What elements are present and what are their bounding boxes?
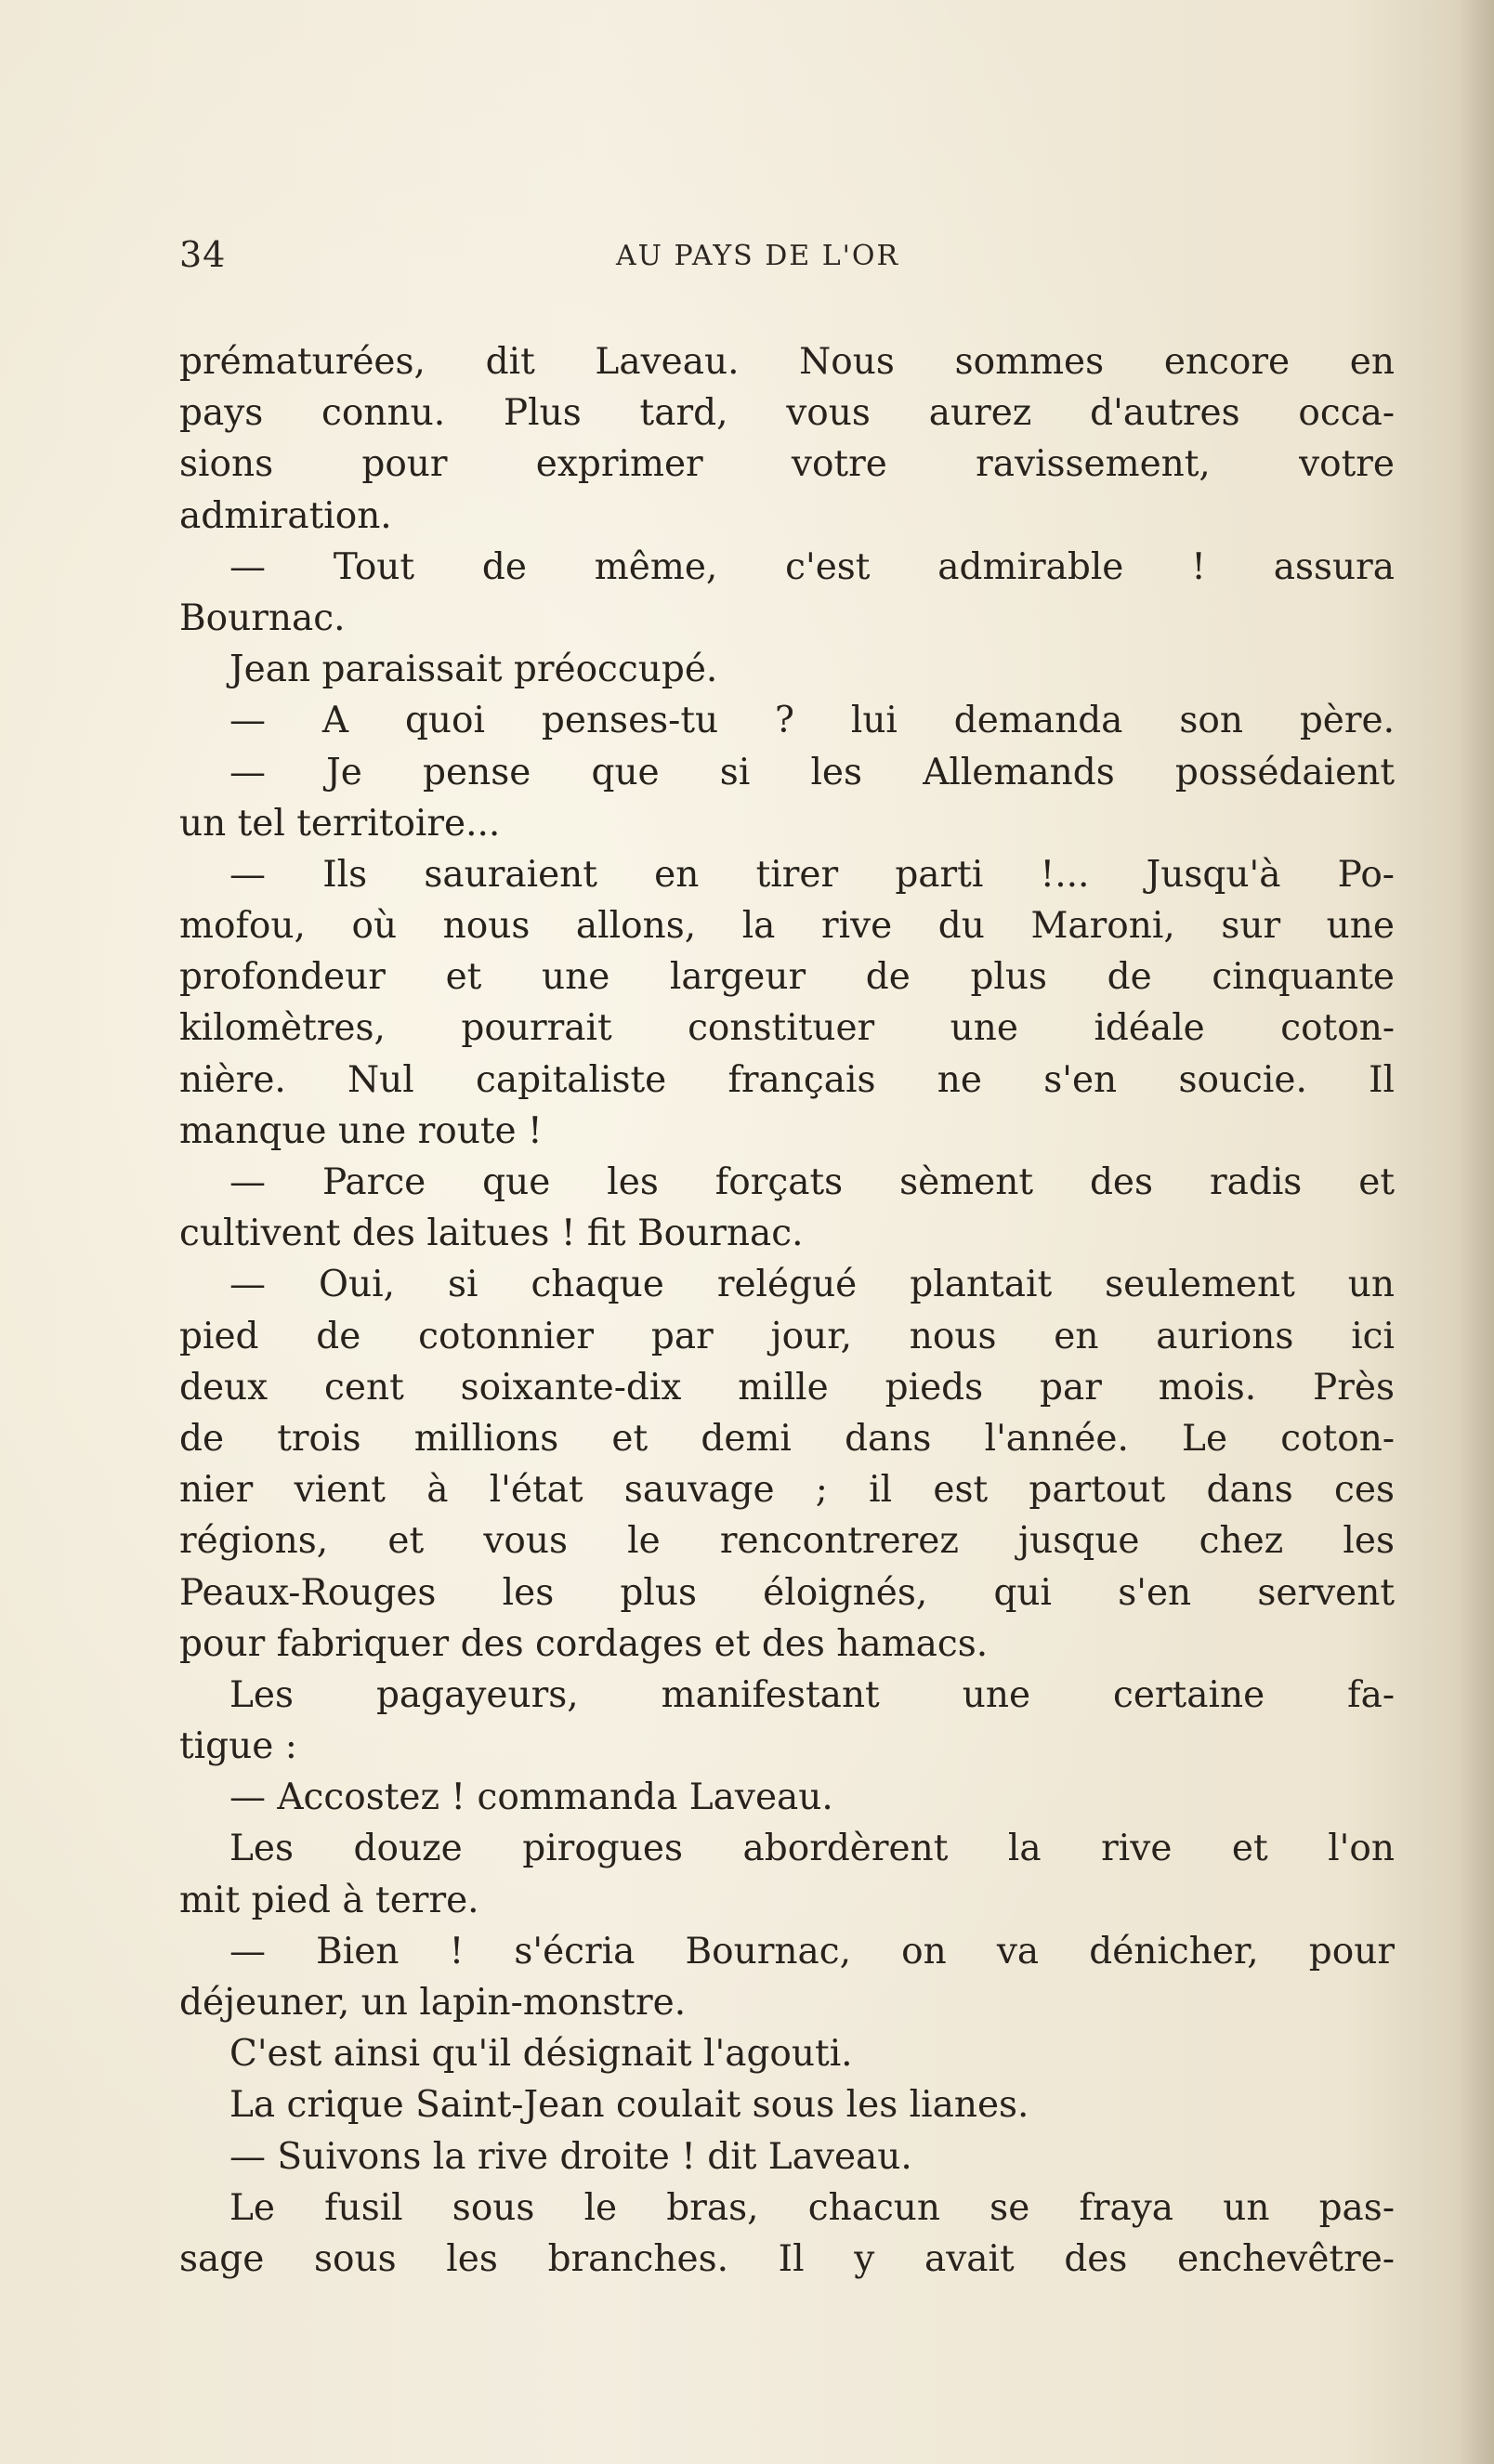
text-line: — Suivons la rive droite ! dit Laveau. bbox=[229, 2135, 912, 2178]
text-line: mit pied à terre. bbox=[179, 1879, 479, 1921]
text-line: Bournac. bbox=[179, 596, 346, 639]
page-header bbox=[179, 234, 1395, 281]
text-line: régions, et vous le rencontrerez jusque chez les bbox=[179, 1520, 1395, 1563]
text-line: pied de cotonnier par jour, nous en aurions ici bbox=[179, 1315, 1395, 1357]
text-line: de trois millions et demi dans l'année. Le coton- bbox=[179, 1417, 1395, 1460]
text-line: kilomètres, pourrait constituer une idéale coton- bbox=[179, 1007, 1395, 1050]
text-line: un tel territoire... bbox=[179, 802, 501, 845]
text-line: — Oui, si chaque relégué plantait seulement un bbox=[229, 1264, 1395, 1306]
text-line: — Bien ! s'écria Bournac, on va dénicher, pour bbox=[229, 1930, 1395, 1973]
running-title: AU PAYS DE L'OR bbox=[616, 240, 900, 272]
text-line: nière. Nul capitaliste français ne s'en soucie. Il bbox=[179, 1058, 1395, 1101]
text-line: Le fusil sous le bras, chacun se fraya un pas- bbox=[229, 2186, 1395, 2229]
text-line: pour fabriquer des cordages et des hamacs. bbox=[179, 1622, 989, 1665]
text-line: profondeur et une largeur de plus de cinquante bbox=[179, 956, 1395, 999]
text-line: admiration. bbox=[179, 494, 392, 537]
text-line: cultivent des laitues ! fit Bournac. bbox=[179, 1212, 804, 1255]
text-line: mofou, où nous allons, la rive du Maroni, sur une bbox=[179, 905, 1395, 948]
text-line: — Tout de même, c'est admirable ! assura bbox=[229, 545, 1395, 588]
text-line: pays connu. Plus tard, vous aurez d'autres occa- bbox=[179, 392, 1395, 435]
body-text bbox=[179, 336, 1395, 2285]
page-number: 34 bbox=[179, 234, 227, 275]
text-line: prématurées, dit Laveau. Nous sommes encore en bbox=[179, 341, 1395, 383]
text-line: — Accostez ! commanda Laveau. bbox=[229, 1776, 833, 1819]
text-line: tigue : bbox=[179, 1725, 297, 1768]
text-line: deux cent soixante-dix mille pieds par mois. Près bbox=[179, 1366, 1395, 1409]
text-line: La crique Saint-Jean coulait sous les lianes. bbox=[229, 2084, 1029, 2127]
text-line: sage sous les branches. Il y avait des enchevêtre- bbox=[179, 2237, 1395, 2280]
text-line: déjeuner, un lapin-monstre. bbox=[179, 1982, 687, 2024]
text-line: nier vient à l'état sauvage ; il est partout dans ces bbox=[179, 1469, 1395, 1512]
text-line: C'est ainsi qu'il désignait l'agouti. bbox=[229, 2033, 853, 2076]
text-line: Les douze pirogues abordèrent la rive et l'on bbox=[229, 1828, 1395, 1870]
text-line: Peaux-Rouges les plus éloignés, qui s'en servent bbox=[179, 1571, 1395, 1614]
text-line: sions pour exprimer votre ravissement, votre bbox=[179, 443, 1395, 486]
text-line: — A quoi penses-tu ? lui demanda son père. bbox=[229, 700, 1395, 742]
text-line: — Ils sauraient en tirer parti !... Jusqu'à Po- bbox=[229, 853, 1395, 896]
text-line: — Parce que les forçats sèment des radis et bbox=[229, 1161, 1395, 1203]
text-line: Les pagayeurs, manifestant une certaine fa- bbox=[229, 1673, 1395, 1716]
text-line: manque une route ! bbox=[179, 1109, 543, 1152]
page-edge-shadow bbox=[1457, 0, 1494, 2464]
text-line: Jean paraissait préoccupé. bbox=[229, 649, 718, 691]
text-line: — Je pense que si les Allemands possédaient bbox=[229, 751, 1395, 793]
